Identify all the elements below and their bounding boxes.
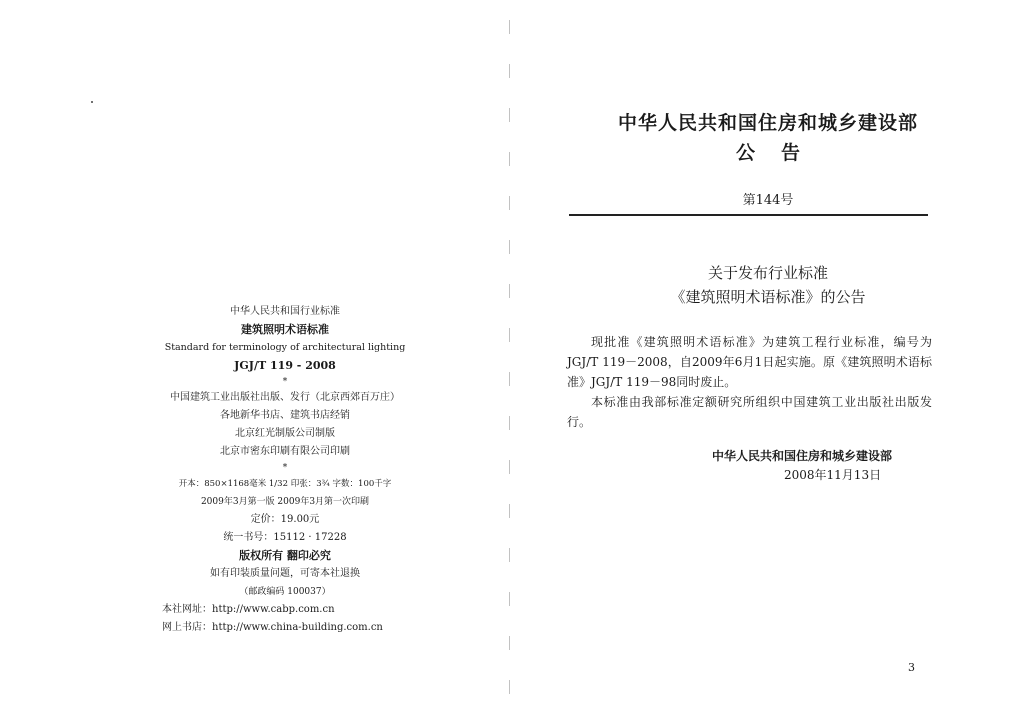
announcement-body bbox=[567, 332, 932, 432]
colophon-series: 中华人民共和国行业标准 bbox=[230, 306, 340, 317]
scan-speck bbox=[91, 101, 93, 103]
colophon-edition: 2009年3月第一版 2009年3月第一次印刷 bbox=[200, 497, 370, 507]
colophon-printer: 北京市密东印刷有限公司印刷 bbox=[220, 446, 350, 457]
announcement-paragraph-1: 现批准《建筑照明术语标准》为建筑工程行业标准，编号为JGJ/T 119－2008，自2009年6月1日起实施。原《建筑照明术语标准》JGJ/T 119－98同时废止。 bbox=[567, 335, 932, 389]
announcement-header-org: 中华人民共和国住房和城乡建设部 bbox=[617, 112, 918, 134]
colophon-title-cn: 建筑照明术语标准 bbox=[241, 323, 329, 336]
header-rule bbox=[569, 214, 928, 216]
announcement-header-type: 公告 bbox=[735, 142, 826, 164]
colophon-publisher: 中国建筑工业出版社出版、发行（北京西郊百万庄） bbox=[170, 392, 400, 403]
colophon-star: * bbox=[282, 377, 288, 387]
colophon-copyright: 版权所有 翻印必究 bbox=[239, 549, 331, 562]
page-number: 3 bbox=[908, 661, 915, 674]
colophon-isbn: 统一书号：15112 · 17228 bbox=[223, 532, 347, 543]
colophon-specs: 开本：850×1168毫米 1/32 印张：3¾ 字数：100千字 bbox=[178, 479, 392, 489]
colophon-postal-code: （邮政编码 100037） bbox=[239, 587, 331, 597]
signature-org: 中华人民共和国住房和城乡建设部 bbox=[712, 449, 893, 463]
colophon-price: 定价：19.00元 bbox=[250, 514, 320, 525]
colophon-title-en: Standard for terminology of architectural lighting bbox=[164, 342, 406, 353]
colophon bbox=[160, 303, 410, 637]
colophon-typesetter: 北京红光制版公司制版 bbox=[235, 428, 335, 439]
colophon-star-2: * bbox=[282, 463, 288, 473]
signature-date: 2008年11月13日 bbox=[784, 468, 882, 482]
colophon-website: 本社网址：http://www.cabp.com.cn bbox=[162, 604, 335, 615]
announcement-title-line-2: 《建筑照明术语标准》的公告 bbox=[670, 288, 866, 306]
announcement-paragraph-2: 本标准由我部标准定额研究所组织中国建筑工业出版社出版发行。 bbox=[567, 395, 932, 429]
colophon-bookstore: 网上书店：http://www.china-building.com.cn bbox=[162, 622, 383, 633]
colophon-return-notice: 如有印装质量问题，可寄本社退换 bbox=[210, 568, 360, 579]
document-number: 第144号 bbox=[742, 193, 794, 208]
colophon-distributor: 各地新华书店、建筑书店经销 bbox=[220, 410, 350, 421]
left-page bbox=[0, 0, 510, 724]
colophon-code: JGJ/T 119 - 2008 bbox=[234, 359, 336, 372]
announcement-title-line-1: 关于发布行业标准 bbox=[707, 264, 828, 282]
page-gutter bbox=[509, 20, 510, 700]
right-page bbox=[512, 0, 1024, 724]
